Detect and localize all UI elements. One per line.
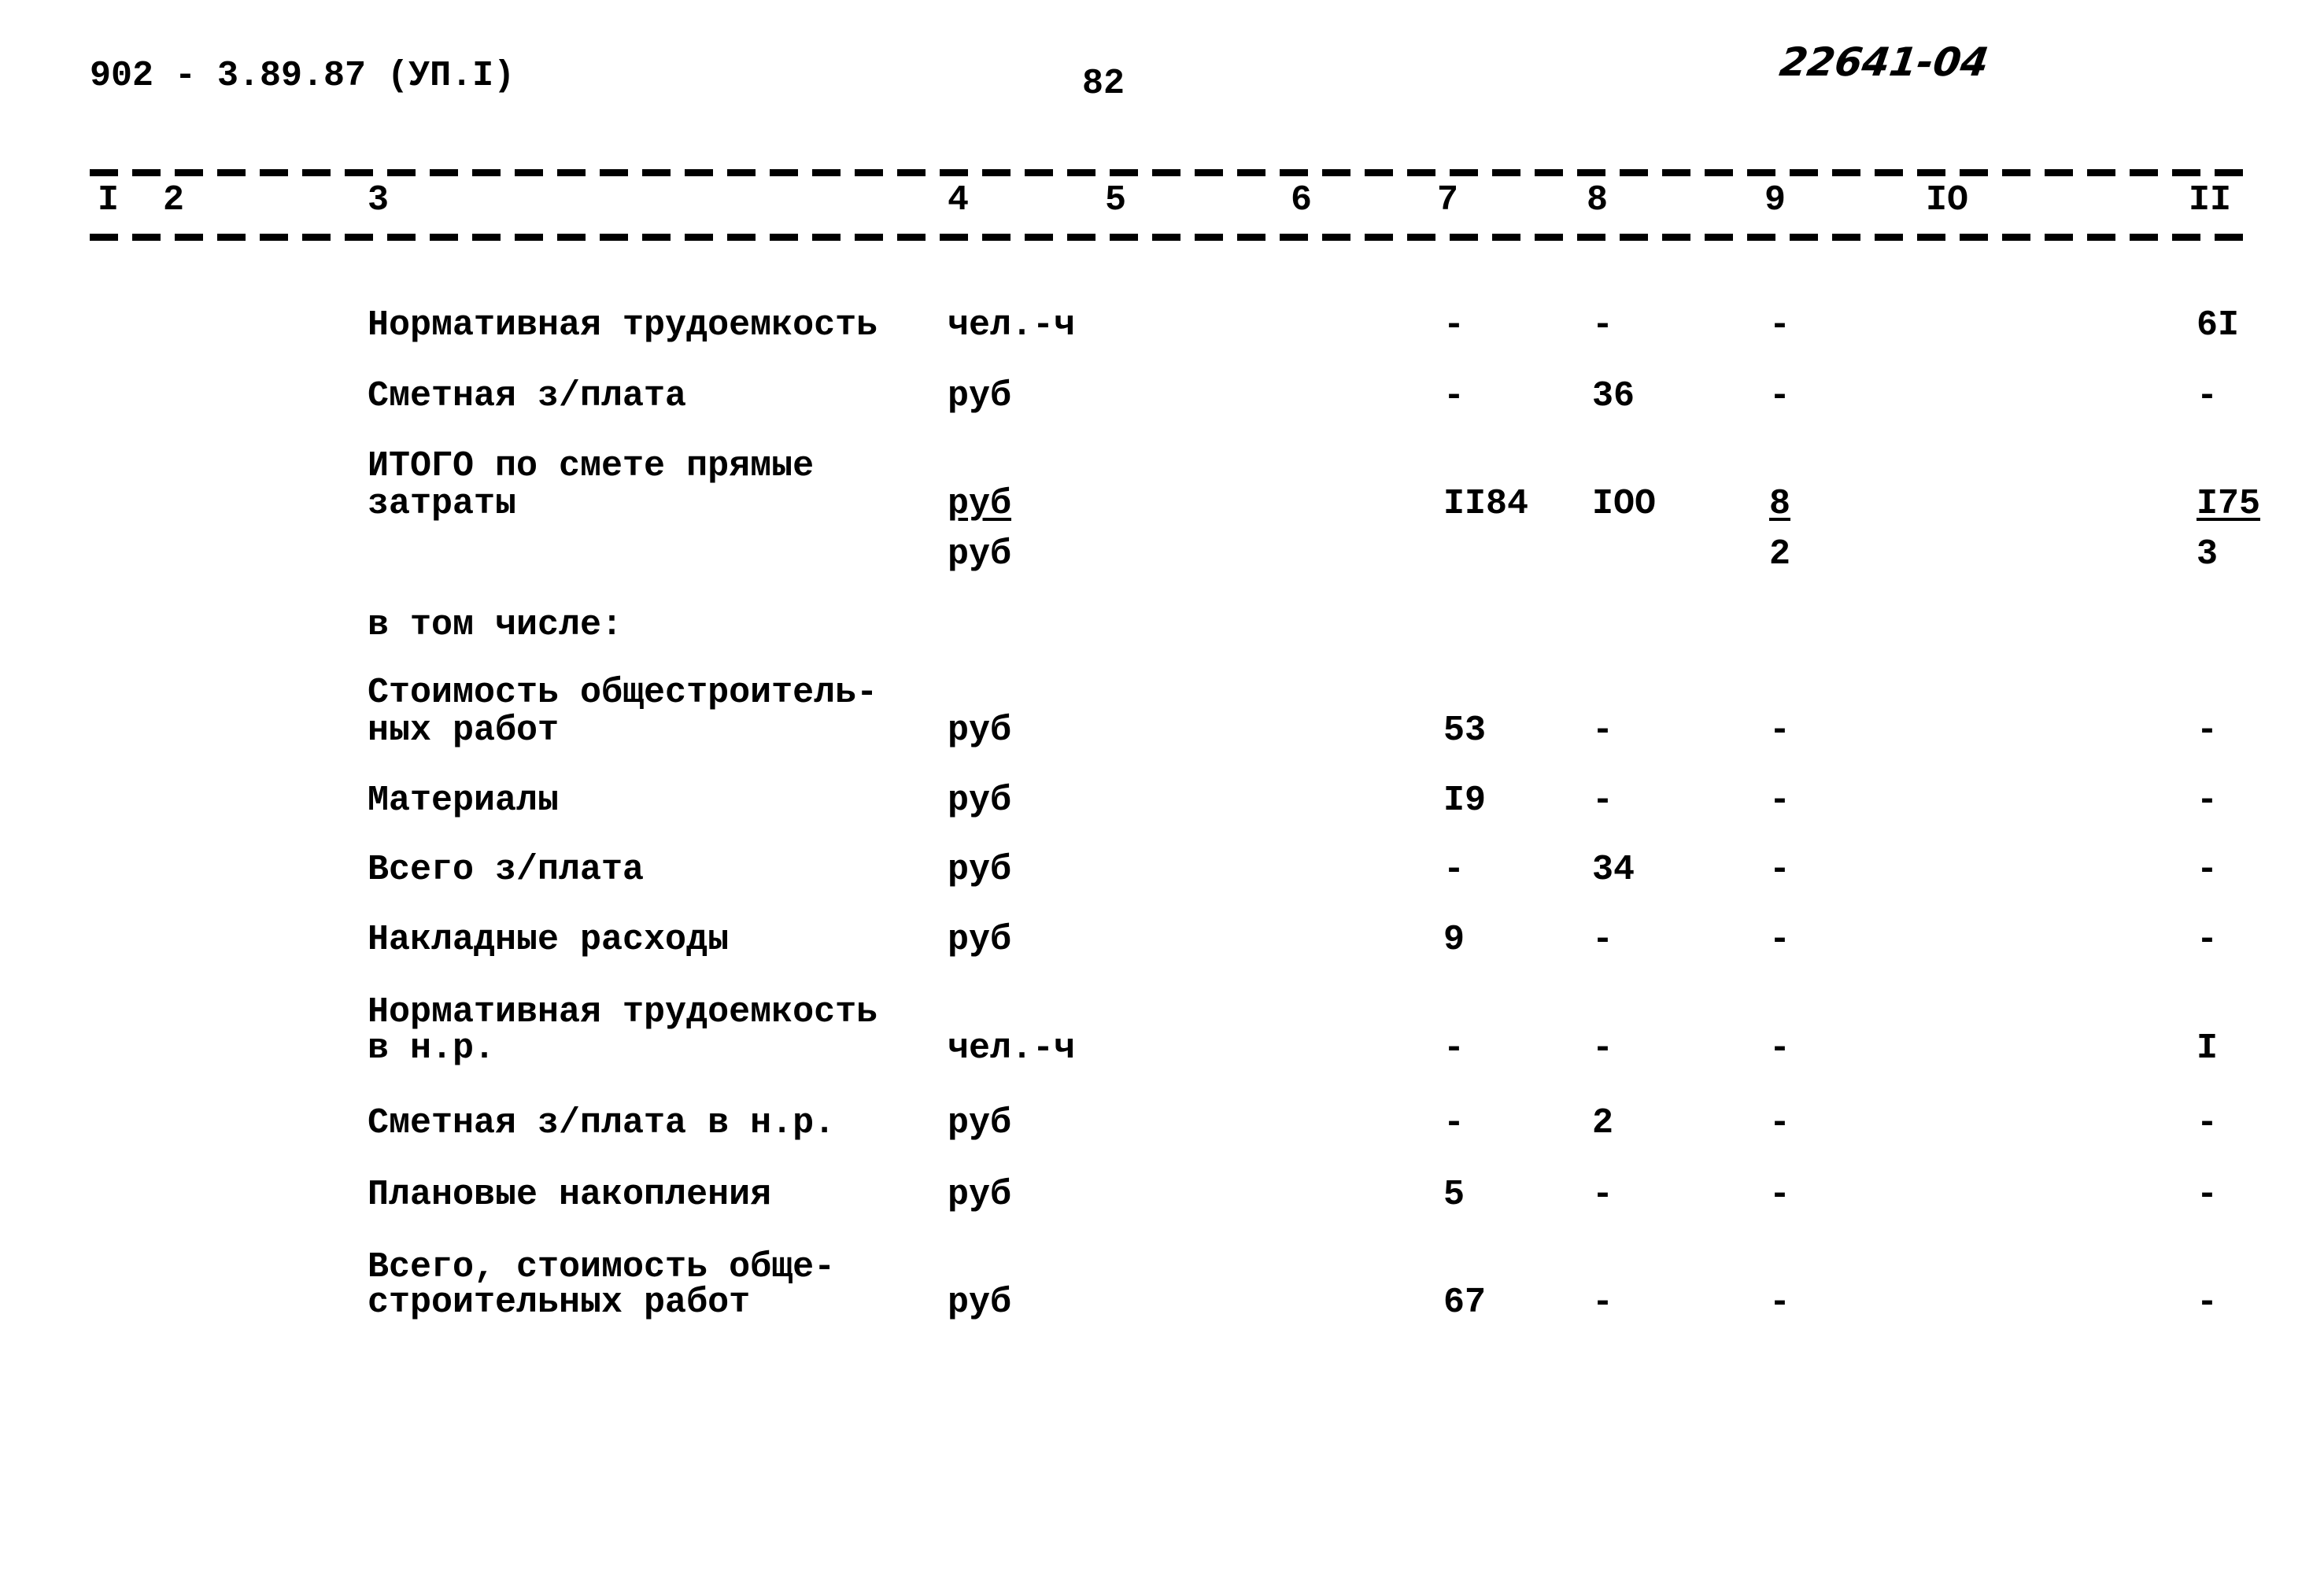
col9-value: - (1769, 781, 1791, 821)
col7-value: 53 (1443, 711, 1487, 751)
col11-value: - (2197, 376, 2219, 416)
col7-value: 9 (1443, 920, 1465, 960)
column-number-1: I (98, 180, 120, 220)
row-unit: руб (948, 484, 1012, 524)
col11-value: I (2197, 1028, 2219, 1069)
col9-value: - (1769, 920, 1791, 960)
col9-value: - (1769, 1283, 1791, 1323)
column-number-2: 2 (163, 180, 185, 220)
row-label: Плановые накопления (368, 1175, 772, 1215)
col7-value: 67 (1443, 1283, 1487, 1323)
row-label: Накладные расходы (368, 920, 730, 960)
row-label: в н.р. (368, 1028, 496, 1069)
col11-value: - (2197, 920, 2219, 960)
col8-value: - (1592, 305, 1614, 345)
col9-denominator: 2 (1769, 534, 1791, 574)
row-unit-denominator: руб (948, 534, 1012, 574)
col7-value: - (1443, 305, 1465, 345)
column-number-6: 6 (1291, 180, 1313, 220)
row-unit: руб (948, 376, 1012, 416)
column-number-10: IO (1926, 180, 1969, 220)
col7-value: - (1443, 376, 1465, 416)
col9-value: - (1769, 305, 1791, 345)
col8-value: - (1592, 711, 1614, 751)
col11-value: - (2197, 781, 2219, 821)
row-label: Всего, стоимость обще- (368, 1247, 836, 1287)
col7-value: II84 (1443, 484, 1529, 524)
row-unit: руб (948, 1175, 1012, 1215)
col8-value: - (1592, 1175, 1614, 1215)
row-label: Нормативная трудоемкость (368, 305, 878, 345)
col11-value: - (2197, 711, 2219, 751)
col11-value: - (2197, 1175, 2219, 1215)
row-label: ИТОГО по смете прямые (368, 446, 815, 486)
col8-value: - (1592, 1028, 1614, 1069)
row-label: Сметная з/плата (368, 376, 687, 416)
col11-value: - (2197, 1103, 2219, 1143)
col7-value: 5 (1443, 1175, 1465, 1215)
col7-value: - (1443, 1103, 1465, 1143)
row-unit: чел.-ч (948, 1028, 1076, 1069)
col8-value: - (1592, 781, 1614, 821)
col8-value: 2 (1592, 1103, 1614, 1143)
row-label: Всего з/плата (368, 850, 645, 890)
column-number-7: 7 (1437, 180, 1459, 220)
column-number-11: II (2189, 180, 2232, 220)
col9-value: - (1769, 376, 1791, 416)
col7-value: - (1443, 1028, 1465, 1069)
column-number-8: 8 (1587, 180, 1609, 220)
col7-value: I9 (1443, 781, 1487, 821)
col8-value: - (1592, 920, 1614, 960)
row-label: Стоимость общестроитель- (368, 673, 878, 713)
page-number: 82 (1082, 64, 1125, 104)
col8-value: 36 (1592, 376, 1635, 416)
row-label: затраты (368, 484, 517, 524)
row-unit: руб (948, 1103, 1012, 1143)
row-label: ных работ (368, 711, 560, 751)
col9-value: - (1769, 1028, 1791, 1069)
col11-value: - (2197, 1283, 2219, 1323)
header-top-rule (90, 169, 2256, 176)
col7-value: - (1443, 850, 1465, 890)
row-unit: руб (948, 920, 1012, 960)
col11-value: I75 (2197, 484, 2261, 524)
column-number-5: 5 (1105, 180, 1127, 220)
col9-value: - (1769, 1175, 1791, 1215)
col9-value: - (1769, 711, 1791, 751)
col9-value: - (1769, 1103, 1791, 1143)
col8-value: IOO (1592, 484, 1657, 524)
column-number-4: 4 (948, 180, 970, 220)
col11-value: - (2197, 850, 2219, 890)
document-code: 902 - 3.89.87 (УП.I) (90, 56, 515, 96)
col8-value: 34 (1592, 850, 1635, 890)
row-unit: чел.-ч (948, 305, 1076, 345)
row-label: Сметная з/плата в н.р. (368, 1103, 836, 1143)
col11-value: 6I (2197, 305, 2240, 345)
handwritten-inventory-number: 22641-04 (1776, 39, 1992, 85)
row-label: Нормативная трудоемкость (368, 992, 878, 1032)
row-label: в том числе: (368, 605, 623, 645)
col8-value: - (1592, 1283, 1614, 1323)
col9-value: 8 (1769, 484, 1791, 524)
row-unit: руб (948, 850, 1012, 890)
col9-value: - (1769, 850, 1791, 890)
row-unit: руб (948, 1283, 1012, 1323)
column-number-9: 9 (1764, 180, 1786, 220)
row-unit: руб (948, 711, 1012, 751)
row-unit: руб (948, 781, 1012, 821)
row-label: строительных работ (368, 1283, 751, 1323)
column-number-3: 3 (368, 180, 390, 220)
header-bottom-rule (90, 234, 2256, 241)
row-label: Материалы (368, 781, 560, 821)
col11-denominator: 3 (2197, 534, 2219, 574)
